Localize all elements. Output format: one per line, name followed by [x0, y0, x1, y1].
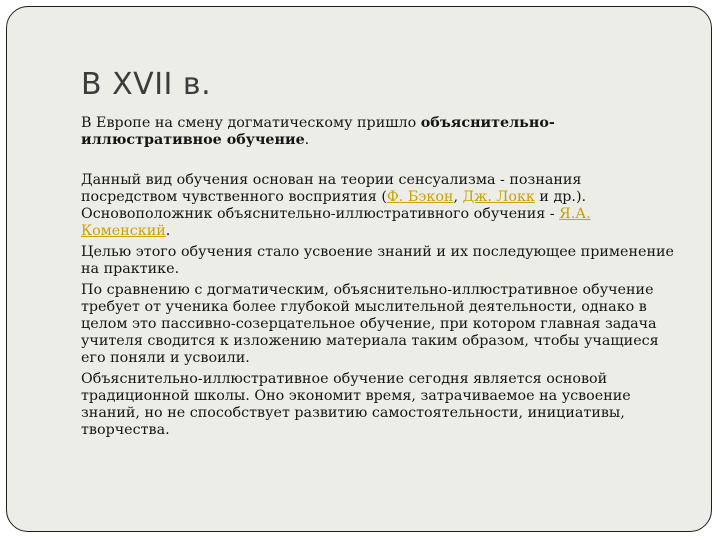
paragraph-goal: Целью этого обучения стало усвоение знаний и их последующее применение на практике. [81, 244, 674, 277]
slide [6, 6, 712, 532]
basis-text-3: и др.). Основоположник объяснительно-иллюстративного обучения - [81, 189, 587, 222]
slide-title: В XVII в. [81, 67, 212, 102]
link-bacon[interactable]: Ф. Бэкон [386, 189, 454, 205]
paragraph-basis [81, 172, 681, 240]
intro-text: В Европе на смену догматическому пришло [81, 115, 421, 131]
basis-text-4: . [165, 223, 171, 239]
intro-end: . [304, 132, 310, 148]
basis-text-1: Данный вид обучения основан на теории сенсуализма - познания посредством чувственного восприятия ( [81, 172, 582, 205]
slide-body [81, 115, 681, 443]
intro-term: объяснительно-иллюстративное обучение [81, 115, 555, 148]
basis-text-2: , [453, 189, 463, 205]
paragraph-comparison: По сравнению с догматическим, объяснительно-иллюстративное обучение требует от ученика более глубокой мыслительной деятельности, однако в целом это пассивно-созерцательное обучение, при котором главная задача учителя сводится к изложению материала таким образом, чтобы учащиеся его поняли и усвоили. [81, 282, 659, 366]
link-komensky[interactable]: Я.А. Коменский [81, 206, 591, 239]
paragraph-intro [81, 115, 681, 149]
link-locke[interactable]: Дж. Локк [462, 189, 535, 205]
paragraph-today: Объяснительно-иллюстративное обучение сегодня является основой традиционной школы. Оно экономит время, затрачиваемое на усвоение знаний, но не способствует развитию самостоятельности, инициативы, творчества. [81, 371, 631, 438]
